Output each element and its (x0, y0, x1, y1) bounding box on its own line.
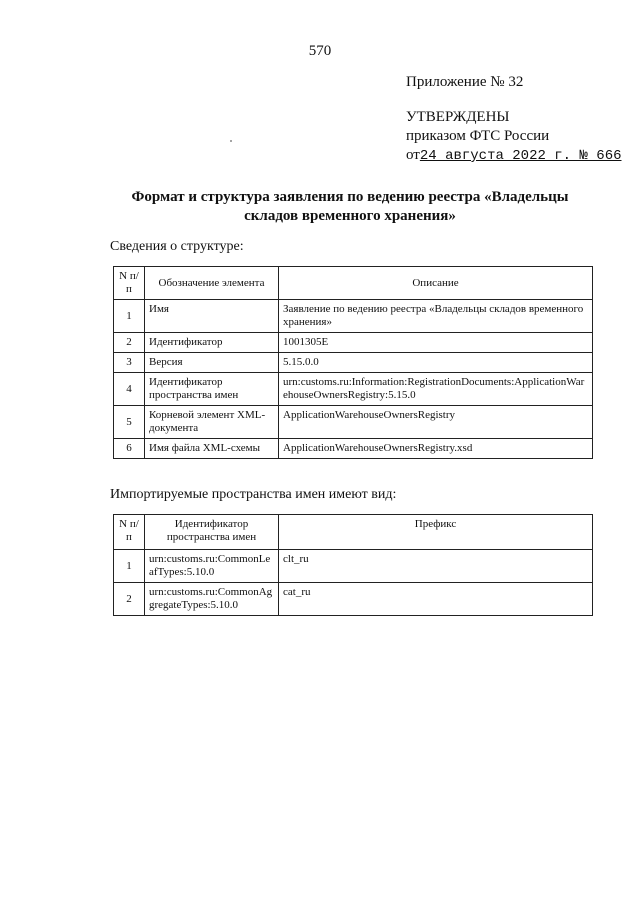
table-row (114, 406, 593, 439)
table-row (114, 439, 593, 459)
cell-number: 6 (114, 439, 145, 459)
header-number: N п/п (114, 515, 145, 550)
header-description: Описание (279, 267, 593, 300)
cell-number: 1 (114, 550, 145, 583)
cell-description: ApplicationWarehouseOwnersRegistry.xsd (279, 439, 593, 459)
cell-number: 1 (114, 300, 145, 333)
table-row (114, 583, 593, 616)
cell-number: 4 (114, 373, 145, 406)
table-row (114, 373, 593, 406)
structure-table (113, 266, 593, 459)
page-number: 570 (308, 43, 332, 59)
cell-element: Версия (145, 353, 279, 373)
cell-element: Имя файла XML-схемы (145, 439, 279, 459)
header-element: Обозначение элемента (145, 267, 279, 300)
scan-speck (230, 140, 232, 142)
table-row (114, 333, 593, 353)
cell-description: ApplicationWarehouseOwnersRegistry (279, 406, 593, 439)
cell-prefix: clt_ru (279, 550, 593, 583)
cell-element: Корневой элемент XML-документа (145, 406, 279, 439)
cell-namespace-id: urn:customs.ru:CommonLeafTypes:5.10.0 (145, 550, 279, 583)
structure-heading: Сведения о структуре: (110, 239, 244, 254)
cell-element: Идентификатор (145, 333, 279, 353)
table-row (114, 550, 593, 583)
approval-block (406, 108, 622, 166)
approval-date-prefix: от (406, 147, 420, 163)
approval-line-2: приказом ФТС России (406, 128, 550, 144)
cell-description: 1001305E (279, 333, 593, 353)
namespaces-table (113, 514, 593, 616)
table-header-row (114, 515, 593, 550)
cell-description: urn:customs.ru:Information:RegistrationDocuments:ApplicationWarehouseOwnersRegistry:5.15.0 (279, 373, 593, 406)
cell-number: 5 (114, 406, 145, 439)
approval-date-line (406, 146, 622, 166)
cell-prefix: cat_ru (279, 583, 593, 616)
approval-line-1: УТВЕРЖДЕНЫ (406, 109, 510, 125)
cell-element: Идентификатор пространства имен (145, 373, 279, 406)
cell-namespace-id: urn:customs.ru:CommonAggregateTypes:5.10.0 (145, 583, 279, 616)
cell-element: Имя (145, 300, 279, 333)
namespaces-heading: Импортируемые пространства имен имеют вид: (110, 487, 397, 502)
approval-date: 24 августа 2022 г. № 666 (419, 148, 622, 164)
header-number: N п/п (114, 267, 145, 300)
header-namespace-id: Идентификатор пространства имен (145, 515, 279, 550)
cell-description: 5.15.0.0 (279, 353, 593, 373)
table-row (114, 353, 593, 373)
cell-number: 3 (114, 353, 145, 373)
document-title: Формат и структура заявления по ведению реестра «Владельцы складов временного хранения» (131, 189, 569, 224)
cell-number: 2 (114, 333, 145, 353)
table-header-row (114, 267, 593, 300)
appendix-label: Приложение № 32 (406, 74, 524, 90)
cell-number: 2 (114, 583, 145, 616)
table-row (114, 300, 593, 333)
header-prefix: Префикс (279, 515, 593, 550)
cell-description: Заявление по ведению реестра «Владельцы складов временного хранения» (279, 300, 593, 333)
